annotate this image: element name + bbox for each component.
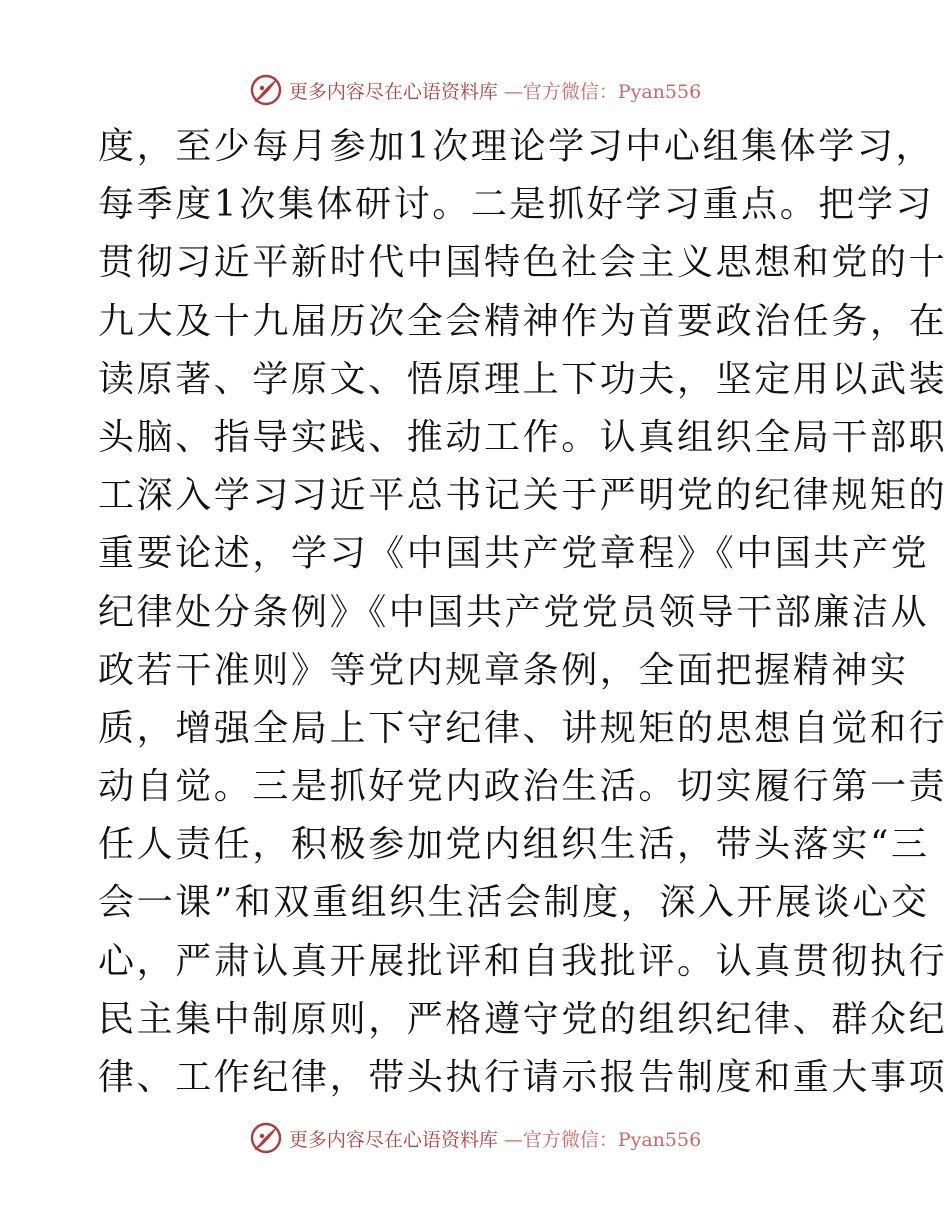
text-line: 律、工作纪律，带头执行请示报告制度和重大事项 [98, 1057, 948, 1098]
text-line: 质，增强全局上下守纪律、讲规矩的思想自觉和行 [98, 707, 948, 749]
watermark-contact-text: —官方微信：Pyan556 [503, 1128, 702, 1151]
header-watermark [0, 70, 950, 110]
text-line: 度，至少每月参加1次理论学习中心组集体学习， [98, 126, 935, 167]
text-line: 九大及十九届历次全会精神作为首要政治任务，在 [98, 300, 948, 342]
body-text [98, 118, 948, 1107]
watermark-contact-text: —官方微信：Pyan556 [503, 80, 702, 103]
text-line: 每季度1次集体研讨。二是抓好学习重点。把学习 [98, 184, 935, 226]
text-line: 工深入学习习近平总书记关于严明党的纪律规矩的 [98, 475, 948, 517]
red-quill-logo-icon [249, 1121, 283, 1155]
text-line: 动自觉。三是抓好党内政治生活。切实履行第一责 [98, 766, 948, 808]
text-line: 重要论述，学习《中国共产党章程》《中国共产党 [98, 533, 930, 575]
text-line: 头脑、指导实践、推动工作。认真组织全局干部职 [98, 416, 948, 458]
text-line: 会一课”和双重组织生活会制度，深入开展谈心交 [98, 882, 930, 924]
text-line: 心，严肃认真开展批评和自我批评。认真贯彻执行 [98, 940, 948, 982]
text-line: 政若干准则》等党内规章条例，全面把握精神实 [98, 649, 909, 691]
text-line: 读原著、学原文、悟原理上下功夫，坚定用以武装 [98, 358, 948, 400]
text-line: 纪律处分条例》《中国共产党党员领导干部廉洁从 [98, 591, 930, 633]
footer-watermark [0, 1118, 950, 1158]
text-line: 任人责任，积极参加党内组织生活，带头落实“三 [98, 824, 930, 866]
watermark-brand-text: 更多内容尽在心语资料库 [288, 1128, 498, 1151]
watermark-brand-text: 更多内容尽在心语资料库 [288, 80, 498, 103]
red-quill-logo-icon [249, 73, 283, 107]
text-line: 民主集中制原则，严格遵守党的组织纪律、群众纪 [98, 998, 948, 1040]
text-line: 贯彻习近平新时代中国特色社会主义思想和党的十 [98, 242, 948, 284]
